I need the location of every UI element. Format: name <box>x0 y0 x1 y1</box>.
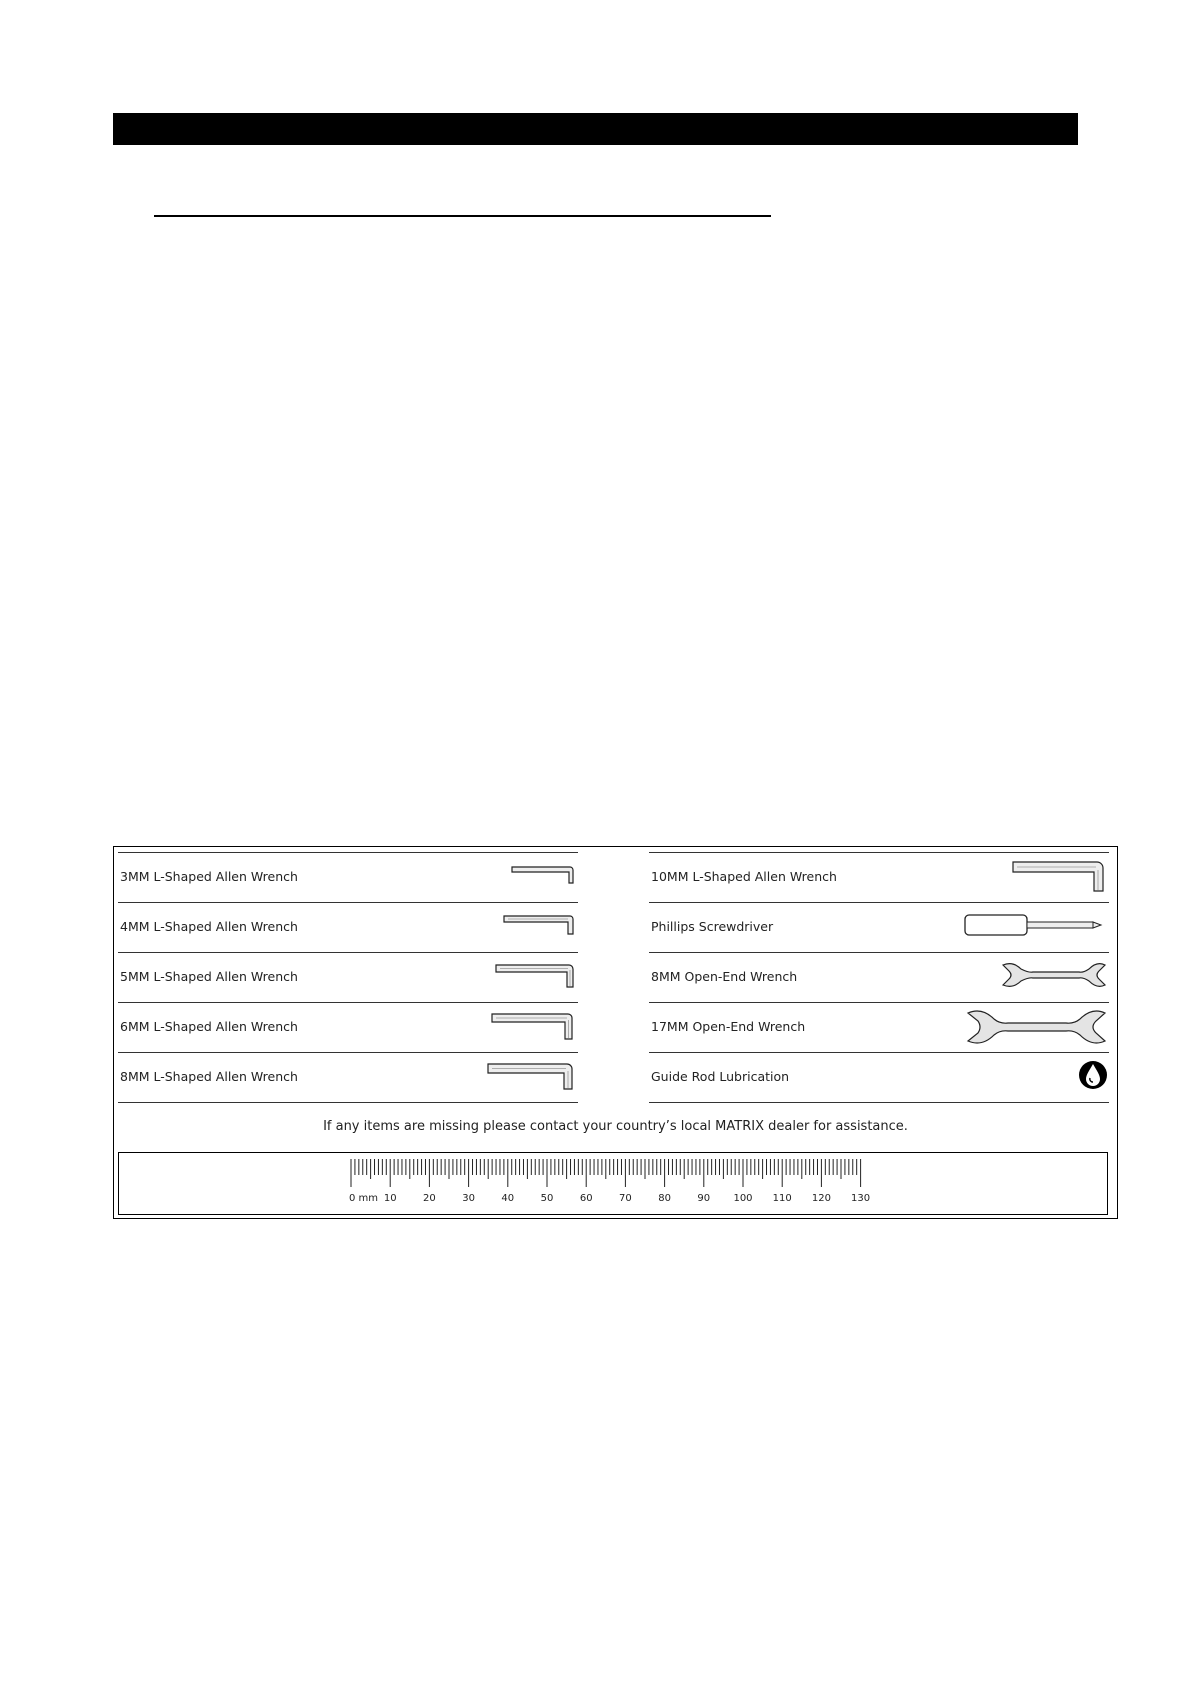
tool-label: 4MM L-Shaped Allen Wrench <box>120 919 298 934</box>
tool-label: Phillips Screwdriver <box>651 919 774 934</box>
allen-wrench-5mm-icon <box>428 957 578 999</box>
ruler-label: 10 <box>383 1193 397 1204</box>
allen-wrench-3mm-icon <box>428 857 578 899</box>
allen-wrench-6mm-icon <box>428 1007 578 1049</box>
tool-row <box>649 852 1109 902</box>
tool-row <box>649 902 1109 952</box>
screwdriver-icon <box>959 907 1109 949</box>
tool-row <box>118 902 578 952</box>
ruler-label: 110 <box>772 1193 792 1204</box>
tool-row <box>118 852 578 902</box>
ruler-label: 20 <box>423 1193 436 1204</box>
lubrication-drop-icon <box>959 1057 1109 1099</box>
measurement-ruler <box>118 1152 1108 1215</box>
ruler-label: 30 <box>462 1193 475 1204</box>
tool-label: 6MM L-Shaped Allen Wrench <box>120 1019 298 1034</box>
ruler-label: 0 mm <box>349 1193 379 1204</box>
ruler-label: 130 <box>851 1193 871 1204</box>
tool-label: 17MM Open-End Wrench <box>651 1019 806 1034</box>
ruler-label: 60 <box>579 1193 593 1204</box>
tool-label: 3MM L-Shaped Allen Wrench <box>120 869 298 884</box>
ruler-label: 50 <box>540 1193 554 1204</box>
open-end-wrench-small-icon <box>959 957 1109 999</box>
tool-row <box>649 1002 1109 1052</box>
allen-wrench-10mm-icon <box>959 857 1109 899</box>
ruler-label: 100 <box>733 1193 753 1204</box>
ruler-label: 120 <box>811 1193 831 1204</box>
title-underline <box>154 215 771 217</box>
open-end-wrench-large-icon <box>959 1007 1109 1049</box>
allen-wrench-8mm-icon <box>428 1057 578 1099</box>
tools-column-left <box>118 852 578 1103</box>
tool-row <box>118 952 578 1002</box>
tools-column-right <box>649 852 1109 1103</box>
ruler-label: 90 <box>697 1193 711 1204</box>
missing-items-notice: If any items are missing please contact your country’s local MATRIX dealer for assistance. <box>323 1119 908 1134</box>
ruler-label: 70 <box>619 1193 632 1204</box>
section-header-bar <box>113 113 1078 145</box>
tool-row <box>118 1052 578 1103</box>
tool-row <box>118 1002 578 1052</box>
tool-label: 8MM L-Shaped Allen Wrench <box>120 1069 298 1084</box>
ruler-label: 40 <box>501 1193 515 1204</box>
tool-label: 5MM L-Shaped Allen Wrench <box>120 969 298 984</box>
allen-wrench-4mm-icon <box>428 907 578 949</box>
tool-row <box>649 1052 1109 1103</box>
tool-row <box>649 952 1109 1002</box>
tool-label: 8MM Open-End Wrench <box>651 969 798 984</box>
ruler-label: 80 <box>658 1193 671 1204</box>
tool-label: Guide Rod Lubrication <box>651 1069 790 1084</box>
ruler-scale <box>119 1153 1107 1214</box>
tool-label: 10MM L-Shaped Allen Wrench <box>651 869 837 884</box>
tools-panel <box>113 846 1118 1219</box>
